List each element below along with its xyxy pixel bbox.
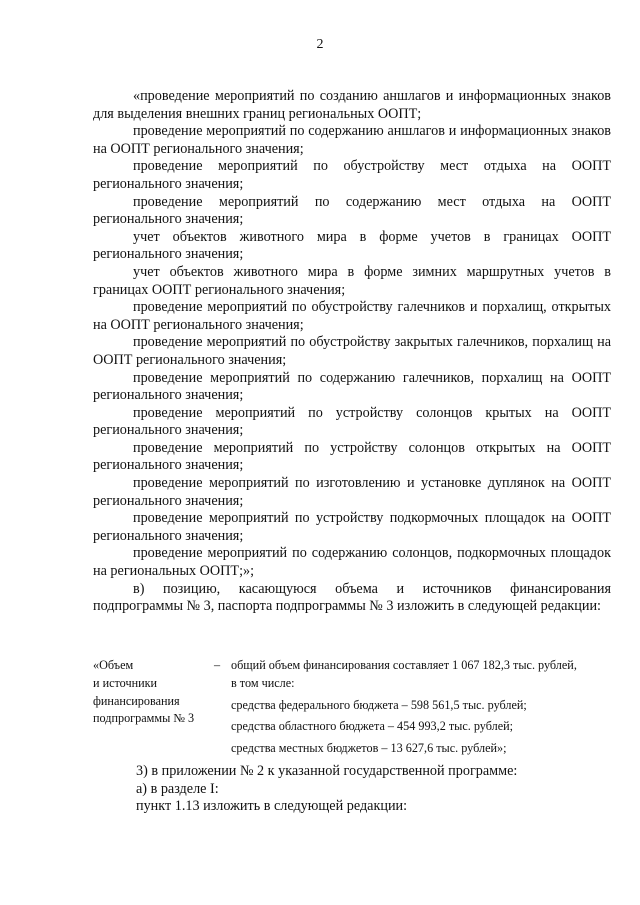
paragraph: проведение мероприятий по содержанию галечников, порхалищ на ООПТ регионального значения; bbox=[93, 369, 611, 404]
financing-federal: средства федерального бюджета – 598 561,5 тыс. рублей; bbox=[231, 697, 527, 712]
paragraph: проведение мероприятий по устройству подкормочных площадок на ООПТ регионального значения; bbox=[93, 510, 611, 544]
document-body bbox=[93, 88, 611, 616]
financing-total: общий объем финансирования составляет 1 067 182,3 тыс. рублей, bbox=[231, 658, 577, 672]
financing-regional: средства областного бюджета – 454 993,2 тыс. рублей; bbox=[231, 719, 514, 734]
paragraph: учет объектов животного мира в форме зимних маршрутных учетов в границах ООПТ регионального значения; bbox=[93, 263, 611, 298]
financing-dash: – bbox=[214, 658, 221, 672]
paragraph: проведение мероприятий по устройству солонцов открытых на ООПТ регионального значения; bbox=[93, 439, 611, 474]
financing-label-line: и источники bbox=[93, 675, 158, 690]
paragraph-amendment-v: в) позицию, касающуюся объема и источников финансирования подпрограммы № 3, паспорта подпрограммы № 3 изложить в следующей редакции: bbox=[93, 580, 611, 615]
financing-label-line: подпрограммы № 3 bbox=[93, 711, 195, 726]
paragraph: проведение мероприятий по изготовлению и установке дуплянок на ООПТ регионального значения; bbox=[93, 475, 611, 509]
paragraph: проведение мероприятий по обустройству галечников и порхалищ, открытых на ООПТ регионального значения; bbox=[93, 299, 611, 333]
paragraph: проведение мероприятий по содержанию солонцов, подкормочных площадок на региональных ООПТ;»; bbox=[93, 545, 611, 580]
financing-local: средства местных бюджетов – 13 627,6 тыс. рублей»; bbox=[231, 741, 507, 756]
item-a: а) в разделе I: bbox=[136, 780, 219, 797]
page-number: 2 bbox=[316, 37, 324, 52]
financing-label-line: финансирования bbox=[93, 693, 180, 708]
amendment-items bbox=[136, 763, 616, 816]
paragraph: проведение мероприятий по обустройству закрытых галечников, порхалищ на ООПТ регионального значения; bbox=[93, 334, 611, 368]
paragraph: учет объектов животного мира в форме учетов в границах ООПТ регионального значения; bbox=[93, 228, 611, 263]
financing-total-cont: в том числе: bbox=[231, 675, 295, 690]
item-point-1-13: пункт 1.13 изложить в следующей редакции: bbox=[136, 798, 408, 815]
paragraph: проведение мероприятий по обустройству мест отдыха на ООПТ регионального значения; bbox=[93, 158, 611, 192]
paragraph: проведение мероприятий по содержанию аншлагов и информационных знаков на ООПТ регионального значения; bbox=[93, 123, 611, 157]
financing-label-line: «Объем bbox=[93, 658, 134, 672]
paragraph: проведение мероприятий по устройству солонцов крытых на ООПТ регионального значения; bbox=[93, 404, 611, 439]
paragraph: «проведение мероприятий по созданию аншлагов и информационных знаков для выделения внешних границ региональных ООПТ; bbox=[93, 88, 611, 122]
item-3: 3) в приложении № 2 к указанной государственной программе: bbox=[136, 763, 518, 779]
financing-label bbox=[93, 657, 223, 728]
paragraph: проведение мероприятий по содержанию мест отдыха на ООПТ регионального значения; bbox=[93, 193, 611, 228]
financing-values bbox=[231, 657, 613, 758]
